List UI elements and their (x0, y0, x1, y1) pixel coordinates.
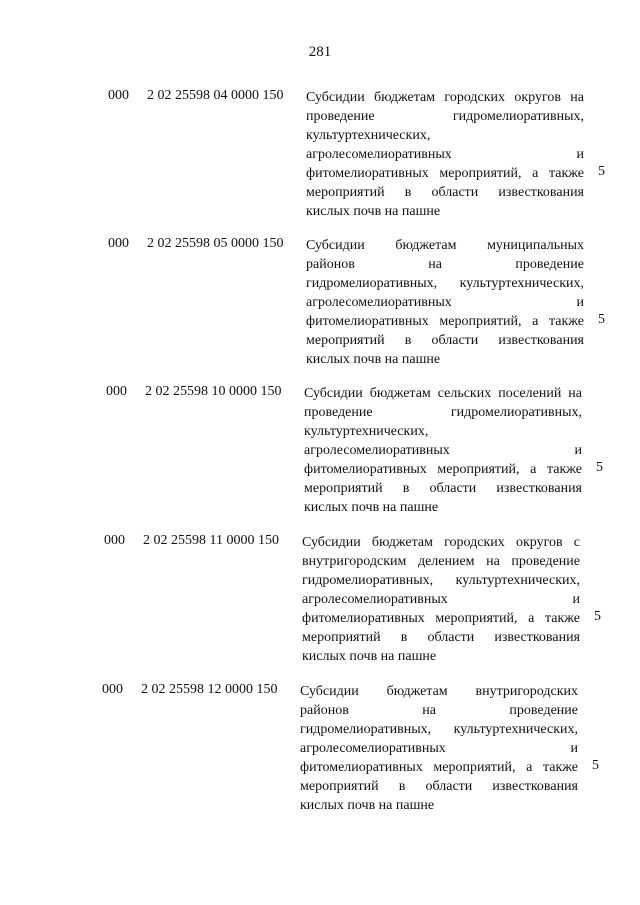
income-name-line: кислых почв на пашне (300, 798, 435, 813)
income-name-line: Субсидии бюджетам сельских поселений на (304, 386, 582, 401)
income-name-line: кислых почв на пашне (302, 649, 437, 664)
admin-code: 000 (106, 384, 127, 399)
income-name-line: гидромелиоративных, культуртехнических, (302, 573, 580, 588)
extra-column-value: 5 (598, 164, 605, 179)
extra-column-value: 5 (592, 758, 599, 773)
budget-classification-code: 2 02 25598 05 0000 150 (147, 236, 284, 251)
income-name-line: культуртехнических, (304, 424, 429, 439)
admin-code: 000 (104, 533, 125, 548)
income-name-line: фитомелиоративных мероприятий, а также (306, 166, 584, 181)
income-name-line: фитомелиоративных мероприятий, а также (306, 314, 584, 329)
income-name-line: гидромелиоративных, культуртехнических, (306, 276, 584, 291)
income-name-line: культуртехнических, (306, 128, 431, 143)
income-name-line: районов на проведение (306, 257, 584, 272)
budget-classification-code: 2 02 25598 12 0000 150 (141, 682, 278, 697)
income-name-line: Субсидии бюджетам внутригородских (300, 684, 578, 699)
income-name-line: проведение гидромелиоративных, (306, 109, 584, 124)
extra-column-value: 5 (594, 609, 601, 624)
income-name-line: внутригородским делением на проведение (302, 554, 580, 569)
extra-column-value: 5 (598, 312, 605, 327)
income-name (306, 88, 584, 221)
admin-code: 000 (102, 682, 123, 697)
income-name-line: Субсидии бюджетам городских округов на (306, 90, 584, 105)
income-name-line: мероприятий в области известкования (306, 185, 584, 200)
income-name-line: Субсидии бюджетам муниципальных (306, 238, 584, 253)
income-name (302, 533, 580, 666)
admin-code: 000 (108, 236, 129, 251)
extra-column-value: 5 (596, 460, 603, 475)
income-name-line: фитомелиоративных мероприятий, а также (304, 462, 582, 477)
income-name-line: агролесомелиоративных и (306, 147, 584, 162)
income-name-line: мероприятий в области известкования (302, 630, 580, 645)
income-name-line: районов на проведение (300, 703, 578, 718)
income-name-line: агролесомелиоративных и (302, 592, 580, 607)
income-name-line: гидромелиоративных, культуртехнических, (300, 722, 578, 737)
income-name (300, 682, 578, 815)
income-name-line: мероприятий в области известкования (300, 779, 578, 794)
page-number: 281 (308, 44, 332, 60)
income-name-line: агролесомелиоративных и (300, 741, 578, 756)
income-name-line: фитомелиоративных мероприятий, а также (300, 760, 578, 775)
income-name-line: кислых почв на пашне (304, 500, 439, 515)
budget-classification-code: 2 02 25598 10 0000 150 (145, 384, 282, 399)
admin-code: 000 (108, 88, 129, 103)
income-name-line: Субсидии бюджетам городских округов с (302, 535, 580, 550)
income-name-line: мероприятий в области известкования (304, 481, 582, 496)
income-name-line: кислых почв на пашне (306, 204, 441, 219)
income-name-line: фитомелиоративных мероприятий, а также (302, 611, 580, 626)
income-name (306, 236, 584, 369)
budget-classification-code: 2 02 25598 04 0000 150 (147, 88, 284, 103)
income-name-line: кислых почв на пашне (306, 352, 441, 367)
income-name-line: мероприятий в области известкования (306, 333, 584, 348)
budget-classification-code: 2 02 25598 11 0000 150 (143, 533, 279, 548)
income-name-line: проведение гидромелиоративных, (304, 405, 582, 420)
income-name-line: агролесомелиоративных и (304, 443, 582, 458)
income-name (304, 384, 582, 517)
income-name-line: агролесомелиоративных и (306, 295, 584, 310)
